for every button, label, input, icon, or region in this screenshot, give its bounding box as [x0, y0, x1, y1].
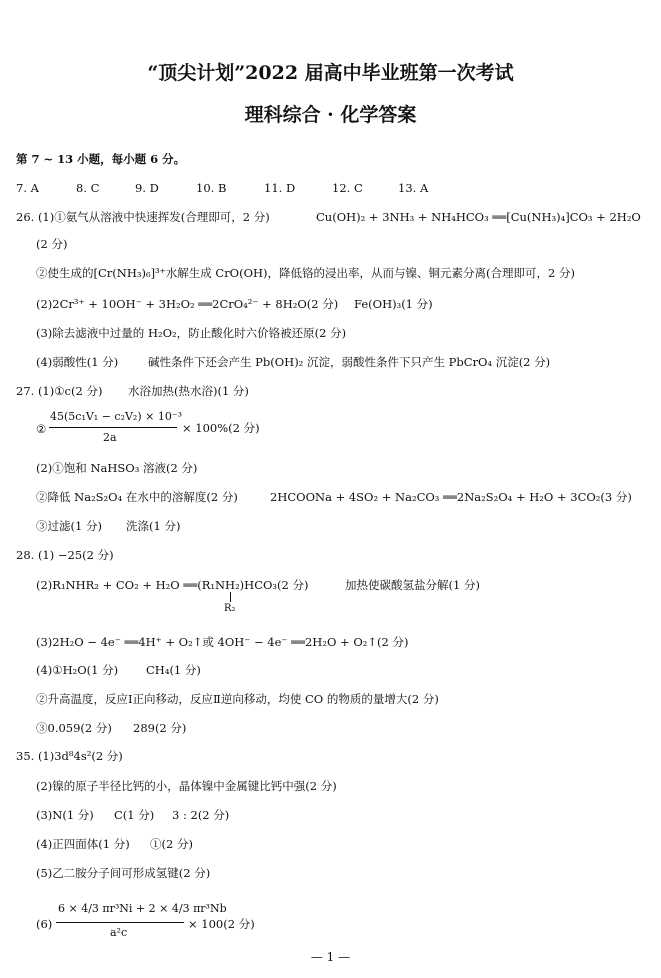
- q26-line: ②使生成的[Cr(NH₃)₆]³⁺水解生成 CrO(OH)，降低铬的浸出率，从而与镍、铜元素分离(合理即可，2 分): [36, 266, 575, 280]
- q27-line: ②降低 Na₂S₂O₄ 在水中的溶解度(2 分): [36, 490, 238, 504]
- mc-answer: 13. A: [398, 181, 429, 195]
- q26-line: 碱性条件下还会产生 Pb(OH)₂ 沉淀，弱酸性条件下只产生 PbCrO₄ 沉淀(2 分): [148, 355, 551, 369]
- q35-fraction-suffix: × 100(2 分): [188, 917, 255, 931]
- mc-answer: 10. B: [196, 181, 227, 195]
- q28-line: ②升高温度，反应Ⅰ正向移动，反应Ⅱ逆向移动，均使 CO 的物质的量增大(2 分): [36, 692, 439, 706]
- q26-line: (4)弱酸性(1 分): [36, 355, 119, 369]
- q28-line: ③0.059(2 分): [36, 721, 112, 735]
- q35-fraction-numerator: 6 × 4/3 πr³Ni + 2 × 4/3 πr³Nb: [58, 902, 227, 915]
- q27-equation: 2HCOONa + 4SO₂ + Na₂CO₃ ══2Na₂S₂O₄ + H₂O + 3CO₂(3 分): [270, 490, 632, 504]
- q27-line: 27. (1)①c(2 分): [16, 384, 103, 398]
- q35-line: 3 : 2(2 分): [172, 808, 230, 822]
- q28-substituent: R₂: [224, 603, 236, 614]
- q35-line: (3)N(1 分): [36, 808, 94, 822]
- q26-equation: (2)2Cr³⁺ + 10OH⁻ + 3H₂O₂ ══2CrO₄²⁻ + 8H₂O(2 分): [36, 297, 339, 311]
- page-subtitle: 理科综合 · 化学答案: [244, 104, 417, 126]
- mc-answer: 12. C: [332, 181, 363, 195]
- q27-line: ③过滤(1 分): [36, 519, 102, 533]
- q28-line: 28. (1) −25(2 分): [16, 548, 114, 562]
- q27-fraction-prefix: ②: [36, 422, 47, 436]
- mc-answer: 11. D: [264, 181, 296, 195]
- q35-line: ①(2 分): [150, 837, 193, 851]
- q28-line: (4)①H₂O(1 分): [36, 663, 119, 677]
- q27-fraction-denominator: 2a: [103, 431, 117, 444]
- q28-equation: (2)R₁NHR₂ + CO₂ + H₂O ══(R₁NH₂)HCO₃(2 分): [36, 578, 309, 592]
- q27-line: 水浴加热(热水浴)(1 分): [128, 384, 249, 398]
- mc-answer: 7. A: [16, 181, 39, 195]
- q26-line: (3)除去滤液中过量的 H₂O₂，防止酸化时六价铬被还原(2 分): [36, 326, 347, 340]
- q35-line: (2)镍的原子半径比钙的小，晶体镍中金属键比钙中强(2 分): [36, 779, 337, 793]
- q35-line: (5)乙二胺分子间可形成氢键(2 分): [36, 866, 211, 880]
- q27-fraction-numerator: 45(5c₁V₁ − c₂V₂) × 10⁻³: [50, 410, 183, 423]
- intro-text: 第 7 ~ 13 小题，每小题 6 分。: [16, 152, 186, 166]
- q27-fraction-suffix: × 100%(2 分): [182, 421, 260, 435]
- q35-fraction-prefix: (6): [36, 917, 53, 931]
- page-title: “顶尖计划”2022 届高中毕业班第一次考试: [147, 62, 514, 84]
- q26-line: (2 分): [36, 237, 68, 251]
- page-number: — 1 —: [310, 950, 351, 964]
- fraction-bar: [49, 427, 177, 428]
- q28-equation: (3)2H₂O − 4e⁻ ══4H⁺ + O₂↑或 4OH⁻ − 4e⁻ ══2H₂O + O₂↑(2 分): [36, 635, 409, 649]
- fraction-bar: [56, 922, 184, 923]
- q35-line: (4)正四面体(1 分): [36, 837, 130, 851]
- q27-line: (2)①饱和 NaHSO₃ 溶液(2 分): [36, 461, 198, 475]
- q27-line: 洗涤(1 分): [126, 519, 181, 533]
- bond-line: [230, 592, 231, 602]
- q26-line: Fe(OH)₃(1 分): [354, 297, 433, 311]
- q28-line: 289(2 分): [133, 721, 187, 735]
- q26-equation: Cu(OH)₂ + 3NH₃ + NH₄HCO₃ ══[Cu(NH₃)₄]CO₃ + 2H₂O: [316, 210, 641, 224]
- q35-line: C(1 分): [114, 808, 155, 822]
- q35-line: 35. (1)3d⁸4s²(2 分): [16, 749, 123, 763]
- q28-line: 加热使碳酸氢盐分解(1 分): [345, 578, 480, 592]
- mc-answer: 8. C: [76, 181, 100, 195]
- q26-line: 26. (1)①氨气从溶液中快速挥发(合理即可，2 分): [16, 210, 270, 224]
- mc-answer: 9. D: [135, 181, 159, 195]
- q28-line: CH₄(1 分): [146, 663, 201, 677]
- q35-fraction-denominator: a²c: [110, 926, 128, 939]
